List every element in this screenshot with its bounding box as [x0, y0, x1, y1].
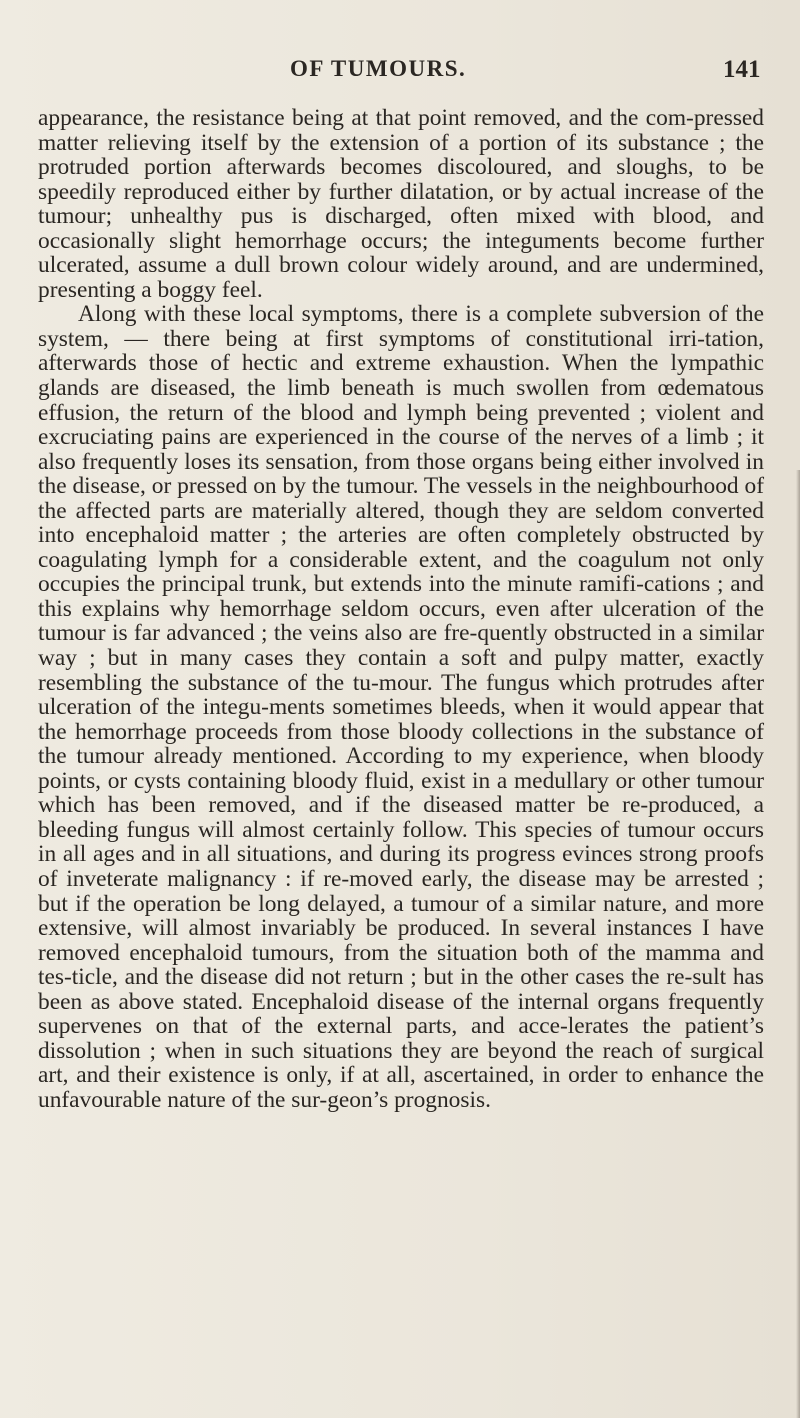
running-title: OF TUMOURS. [290, 56, 467, 81]
page-header [0, 56, 800, 86]
paragraph-symptoms: Along with these local symptoms, there is a complete subversion of the system, — there being at first symptoms of constitutional irri-tation, afterwards those of hectic and extreme exhaustion. When the lympathic glands are diseased, the limb beneath is much swollen from œdematous effusion, the return of the blood and lymph being prevented ; violent and excruciating pains are experienced in the course of the nerves of a limb ; it also frequently loses its sensation, from those organs being either involved in the disease, or pressed on by the tumour. The vessels in the neighbourhood of the affected parts are materially altered, though they are seldom converted into encephaloid matter ; the arteries are often completely obstructed by coagulating lymph for a considerable extent, and the coagulum not only occupies the principal trunk, but extends into the minute ramifi-cations ; and this explains why hemorrhage seldom occurs, even after ulceration of the tumour is far advanced ; the veins also are fre-quently obstructed in a similar way ; but in many cases they contain a soft and pulpy matter, exactly resembling the substance of the tu-mour. The fungus which protrudes after ulceration of the integu-ments sometimes bleeds, when it would appear that the hemorrhage proceeds from those bloody collections in the substance of the tumour already mentioned. According to my experience, when bloody points, or cysts containing bloody fluid, exist in a medullary or other tumour which has been removed, and if the diseased matter be re-produced, a bleeding fungus will almost certainly follow. This species of tumour occurs in all ages and in all situations, and during its progress evinces strong proofs of inveterate malignancy : if re-moved early, the disease may be arrested ; but if the operation be long delayed, a tumour of a similar nature, and more extensive, will almost invariably be produced. In several instances I have removed encephaloid tumours, from the situation both of the mamma and tes-ticle, and the disease did not return ; but in the other cases the re-sult has been as above stated. Encephaloid disease of the internal organs frequently supervenes on that of the external parts, and acce-lerates the patient’s dissolution ; when in such situations they are beyond the reach of surgical art, and their existence is only, if at all, ascertained, in order to enhance the unfavourable nature of the sur-geon’s prognosis. [38, 301, 764, 1113]
page-edge-shadow [796, 470, 800, 1418]
body-text [38, 106, 764, 1112]
paragraph-continued: appearance, the resistance being at that point removed, and the com-pressed matter relieving itself by the extension of a portion of its substance ; the protruded portion afterwards becomes discoloured, and sloughs, to be speedily reproduced either by further dilatation, or by actual increase of the tumour; unhealthy pus is discharged, often mixed with blood, and occasionally slight hemorrhage occurs; the integuments become further ulcerated, assume a dull brown colour widely around, and are undermined, presenting a boggy feel. [38, 105, 764, 303]
page-number: 141 [723, 56, 761, 83]
